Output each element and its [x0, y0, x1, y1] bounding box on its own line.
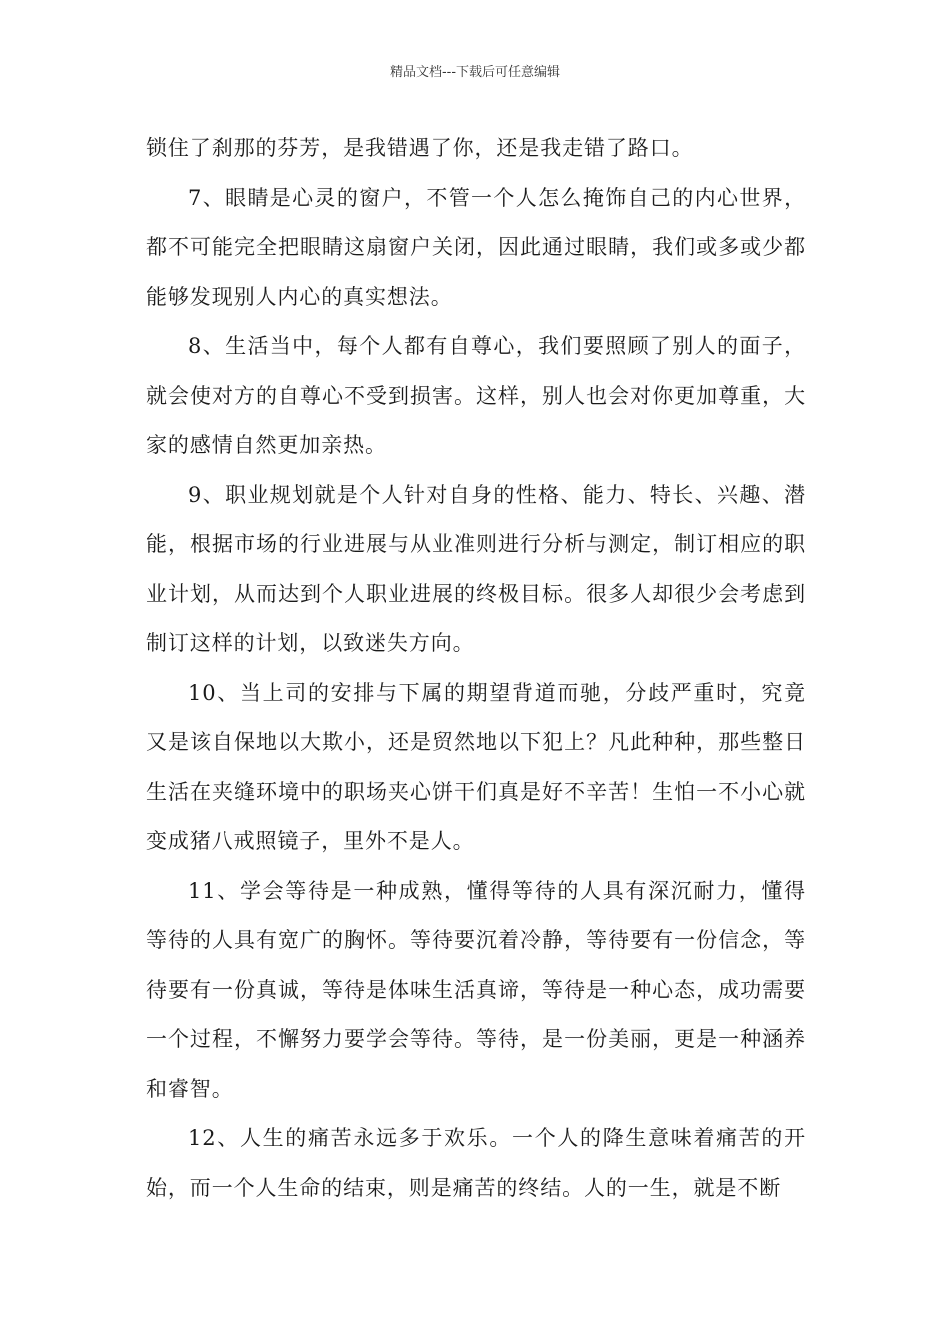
- paragraph-continuation: 锁住了刹那的芬芳，是我错遇了你，还是我走错了路口。: [146, 136, 694, 160]
- document-body: [146, 124, 806, 1213]
- page-header: 精品文档---下载后可任意编辑: [389, 65, 561, 80]
- paragraph-9: 9、职业规划就是个人针对自身的性格、能力、特长、兴趣、潜能，根据市场的行业进展与从业准则进行分析与测定，制订相应的职业计划，从而达到个人职业进展的终极目标。很多人却很少会考虑到制订这样的计划，以致迷失方向。: [146, 482, 806, 655]
- paragraph-11: 11、学会等待是一种成熟，懂得等待的人具有深沉耐力，懂得等待的人具有宽广的胸怀。等待要沉着冷静，等待要有一份信念，等待要有一份真诚，等待是体味生活真谛，等待是一种心态，成功需要一个过程，不懈努力要学会等待。等待，是一份美丽，更是一种涵养和睿智。: [146, 878, 806, 1101]
- paragraph-8: 8、生活当中，每个人都有自尊心，我们要照顾了别人的面子，就会使对方的自尊心不受到损害。这样，别人也会对你更加尊重，大家的感情自然更加亲热。: [146, 334, 806, 457]
- paragraph-12: 12、人生的痛苦永远多于欢乐。一个人的降生意味着痛苦的开始，而一个人生命的结束，则是痛苦的终结。人的一生，就是不断: [146, 1126, 806, 1200]
- paragraph-10: 10、当上司的安排与下属的期望背道而驰，分歧严重时，究竟又是该自保地以大欺小，还是贸然地以下犯上？凡此种种，那些整日生活在夹缝环境中的职场夹心饼干们真是好不辛苦！生怕一不小心就变成猪八戒照镜子，里外不是人。: [146, 680, 806, 853]
- paragraph-7: 7、眼睛是心灵的窗户，不管一个人怎么掩饰自己的内心世界，都不可能完全把眼睛这扇窗户关闭，因此通过眼睛，我们或多或少都能够发现别人内心的真实想法。: [146, 185, 806, 309]
